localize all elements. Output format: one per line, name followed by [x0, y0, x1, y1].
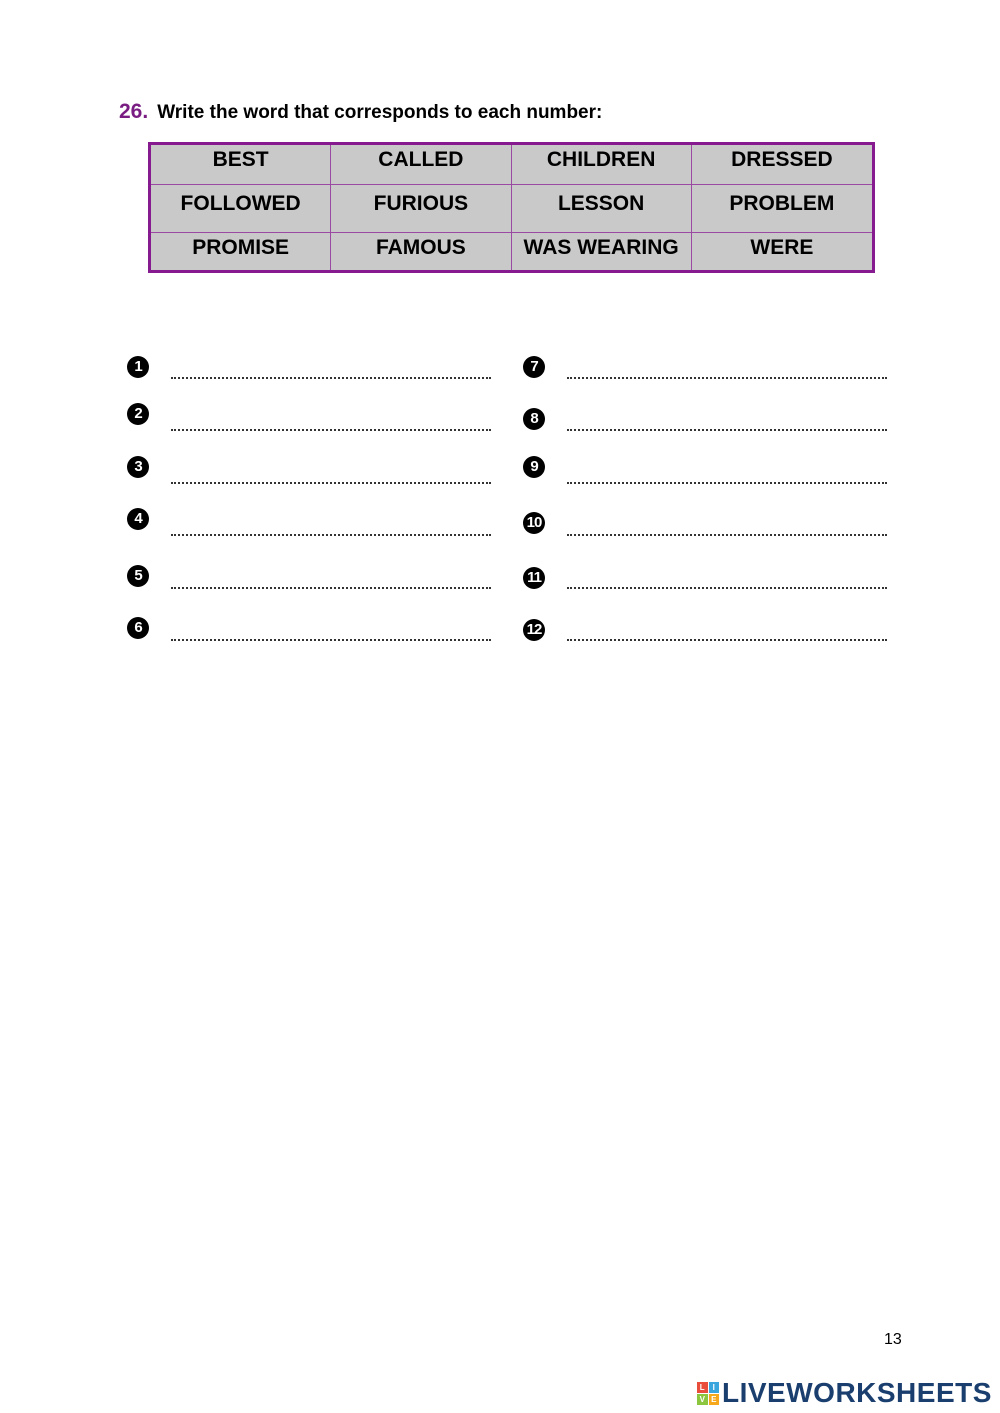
answer-item [523, 512, 893, 538]
word-bank-cell: WERE [750, 236, 814, 259]
answer-blank[interactable] [171, 625, 491, 641]
answer-number-badge: 6 [127, 617, 149, 639]
word-bank-cell: CALLED [331, 145, 511, 185]
word-bank-cell: FOLLOWED [151, 185, 331, 233]
word-bank-cell: BEST [151, 145, 331, 185]
answer-number-badge: 2 [127, 403, 149, 425]
logo-letter: E [709, 1394, 720, 1405]
answer-blank[interactable] [567, 363, 887, 379]
liveworksheets-wordmark: LIVEWORKSHEETS [722, 1377, 992, 1408]
answer-number-badge: 1 [127, 356, 149, 378]
word-bank-cell: DRESSED [692, 145, 872, 185]
answer-item [523, 619, 893, 645]
answer-number-badge: 7 [523, 356, 545, 378]
answer-blank[interactable] [567, 468, 887, 484]
answer-blank[interactable] [171, 415, 491, 431]
answer-blank[interactable] [171, 468, 491, 484]
word-bank-cell: PROBLEM [692, 185, 872, 233]
word-bank-table [148, 142, 875, 273]
answer-item [127, 508, 497, 534]
answer-number-badge: 10 [523, 512, 545, 534]
answer-item [127, 456, 497, 482]
answer-number-badge: 9 [523, 456, 545, 478]
answer-item [127, 565, 497, 591]
logo-letter: I [709, 1382, 720, 1393]
word-bank-cell: FURIOUS [331, 185, 511, 233]
answer-number-badge: 5 [127, 565, 149, 587]
liveworksheets-brand [697, 1377, 992, 1409]
liveworksheets-logo-icon [697, 1382, 719, 1404]
answer-number-badge: 12 [523, 619, 545, 641]
answer-item [523, 356, 893, 382]
exercise-title [119, 100, 602, 126]
exercise-instruction: Write the word that corresponds to each number: [157, 102, 603, 123]
answer-item [523, 456, 893, 482]
answer-item [523, 567, 893, 593]
logo-letter: L [697, 1382, 708, 1393]
answer-number-badge: 4 [127, 508, 149, 530]
word-bank-cell: CHILDREN [512, 145, 692, 185]
word-bank-cell: FAMOUS [331, 233, 511, 270]
answer-number-badge: 11 [523, 567, 545, 589]
answer-number-badge: 3 [127, 456, 149, 478]
answer-number-badge: 8 [523, 408, 545, 430]
answer-item [127, 617, 497, 643]
answer-item [523, 408, 893, 434]
answer-blank[interactable] [567, 415, 887, 431]
answer-blank[interactable] [567, 573, 887, 589]
word-bank-cell: LESSON [512, 185, 692, 233]
word-bank-cell: WAS WEARING [512, 233, 692, 270]
logo-letter: V [697, 1394, 708, 1405]
word-bank-cell: PROMISE [151, 233, 331, 270]
answer-item [127, 403, 497, 429]
answer-blank[interactable] [171, 363, 491, 379]
answer-item [127, 356, 497, 382]
answer-blank[interactable] [171, 573, 491, 589]
answer-blank[interactable] [171, 520, 491, 536]
exercise-number: 26. [119, 100, 149, 123]
answer-blank[interactable] [567, 520, 887, 536]
page-number: 13 [884, 1331, 902, 1348]
answer-blank[interactable] [567, 625, 887, 641]
